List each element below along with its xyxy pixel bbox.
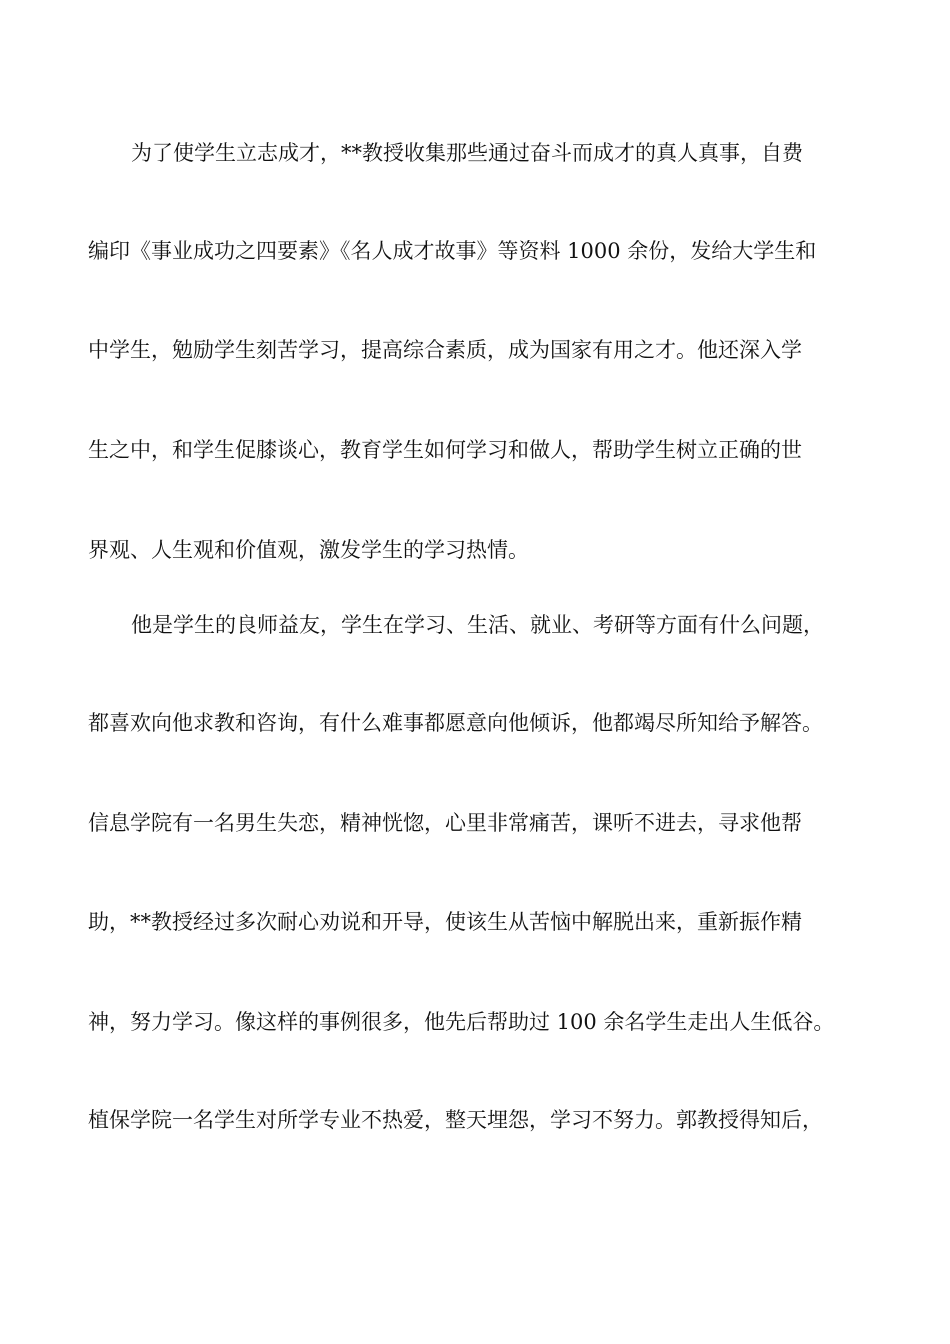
paragraph-1-line-5: 界观、人生观和价值观，激发学生的学习热情。 [88, 538, 529, 562]
paragraph-1-line-4: 生之中，和学生促膝谈心，教育学生如何学习和做人，帮助学生树立正确的世 [88, 438, 802, 462]
paragraph-2-line-4: 助，**教授经过多次耐心劝说和开导，使该生从苦恼中解脱出来，重新振作精 [88, 910, 802, 934]
paragraph-1-line-2: 编印《事业成功之四要素》《名人成才故事》等资料 1000 余份，发给大学生和 [88, 239, 817, 263]
paragraph-2-line-3: 信息学院有一名男生失恋，精神恍惚，心里非常痛苦，课听不进去，寻求他帮 [88, 811, 802, 835]
paragraph-1-line-1: 为了使学生立志成才，**教授收集那些通过奋斗而成才的真人真事，自费 [131, 141, 803, 165]
paragraph-2-line-2: 都喜欢向他求教和咨询，有什么难事都愿意向他倾诉，他都竭尽所知给予解答。 [88, 711, 823, 735]
paragraph-2-line-5: 神，努力学习。像这样的事例很多，他先后帮助过 100 余名学生走出人生低谷。 [88, 1010, 835, 1034]
paragraph-2-line-1: 他是学生的良师益友，学生在学习、生活、就业、考研等方面有什么问题， [131, 613, 824, 637]
paragraph-1-line-3: 中学生，勉励学生刻苦学习，提高综合素质，成为国家有用之才。他还深入学 [88, 338, 802, 362]
paragraph-2-line-6: 植保学院一名学生对所学专业不热爱，整天埋怨，学习不努力。郭教授得知后， [88, 1108, 823, 1132]
